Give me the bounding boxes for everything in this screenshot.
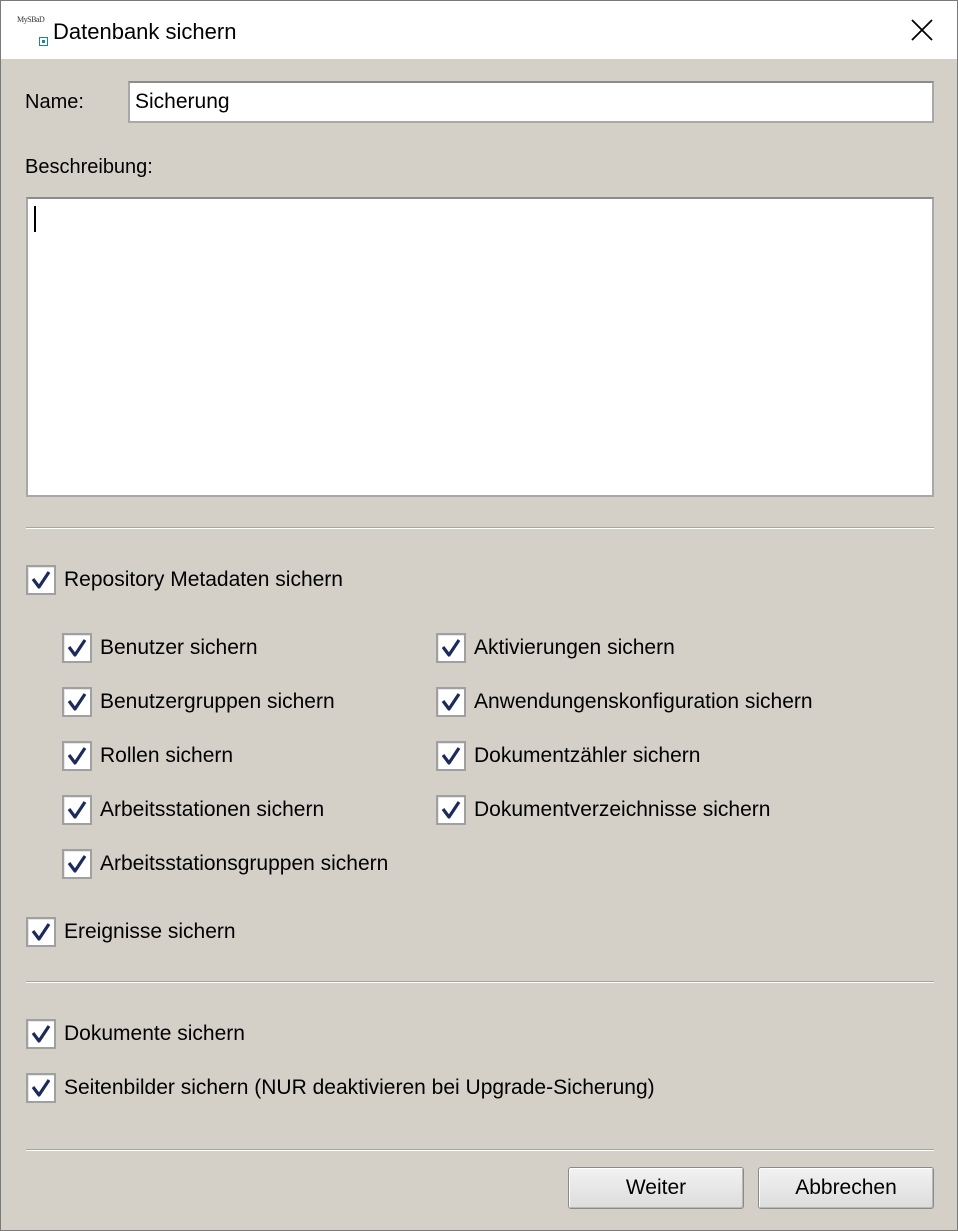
close-icon <box>911 19 933 41</box>
checkbox-box[interactable] <box>26 917 56 947</box>
description-label: Beschreibung: <box>25 156 153 178</box>
checkbox-workstation-groups[interactable] <box>62 849 388 879</box>
checkmark-icon <box>67 854 87 874</box>
checkbox-user-groups[interactable] <box>62 687 335 717</box>
checkbox-roles[interactable] <box>62 741 233 771</box>
text-caret <box>34 206 36 232</box>
checkmark-icon <box>31 922 51 942</box>
separator-top <box>26 527 934 529</box>
checkmark-icon <box>67 638 87 658</box>
checkmark-icon <box>31 1024 51 1044</box>
description-textarea[interactable] <box>26 197 934 497</box>
checkmark-icon <box>67 800 87 820</box>
checkmark-icon <box>441 800 461 820</box>
checkbox-label: Arbeitsstationen sichern <box>100 798 325 821</box>
checkbox-box[interactable] <box>436 687 466 717</box>
checkbox-label: Arbeitsstationsgruppen sichern <box>100 852 389 875</box>
checkbox-box[interactable] <box>436 633 466 663</box>
checkbox-box[interactable] <box>62 687 92 717</box>
checkbox-repository-metadata[interactable] <box>26 565 343 595</box>
checkbox-activations[interactable] <box>436 633 675 663</box>
checkbox-document-counters[interactable] <box>436 741 700 771</box>
app-logo-mark <box>39 37 48 46</box>
cancel-button[interactable]: Abbrechen <box>758 1167 934 1209</box>
next-button[interactable]: Weiter <box>568 1167 744 1209</box>
checkmark-icon <box>67 746 87 766</box>
checkbox-documents[interactable] <box>26 1019 245 1049</box>
checkbox-box[interactable] <box>26 1073 56 1103</box>
name-label: Name: <box>25 91 84 113</box>
checkbox-users[interactable] <box>62 633 258 663</box>
checkbox-app-configuration[interactable] <box>436 687 813 717</box>
checkbox-box[interactable] <box>62 633 92 663</box>
checkmark-icon <box>67 692 87 712</box>
checkmark-icon <box>441 692 461 712</box>
checkbox-label: Dokumentzähler sichern <box>474 744 701 767</box>
checkbox-events[interactable] <box>26 917 236 947</box>
checkbox-label: Aktivierungen sichern <box>474 636 675 659</box>
app-logo-icon <box>17 15 49 47</box>
checkbox-label: Benutzer sichern <box>100 636 258 659</box>
title-bar <box>1 1 957 59</box>
checkbox-workstations[interactable] <box>62 795 324 825</box>
checkmark-icon <box>441 746 461 766</box>
name-input[interactable] <box>128 81 934 123</box>
checkmark-icon <box>441 638 461 658</box>
checkbox-label: Anwendungenskonfiguration sichern <box>474 690 813 713</box>
app-logo-text: MySBaD <box>17 15 45 24</box>
close-button[interactable] <box>887 1 957 59</box>
checkbox-box[interactable] <box>62 849 92 879</box>
checkbox-box[interactable] <box>26 565 56 595</box>
checkbox-box[interactable] <box>62 795 92 825</box>
window-title: Datenbank sichern <box>53 19 237 44</box>
checkbox-label: Ereignisse sichern <box>64 920 236 943</box>
checkmark-icon <box>31 1078 51 1098</box>
separator-middle <box>26 981 934 983</box>
checkbox-label: Dokumente sichern <box>64 1022 245 1045</box>
checkbox-box[interactable] <box>62 741 92 771</box>
separator-bottom <box>26 1149 934 1151</box>
checkbox-document-directories[interactable] <box>436 795 770 825</box>
checkbox-label: Benutzergruppen sichern <box>100 690 335 713</box>
checkbox-box[interactable] <box>26 1019 56 1049</box>
checkbox-label: Repository Metadaten sichern <box>64 568 343 591</box>
checkbox-label: Seitenbilder sichern (NUR deaktivieren bei Upgrade-Sicherung) <box>64 1076 655 1099</box>
checkbox-label: Dokumentverzeichnisse sichern <box>474 798 771 821</box>
checkbox-box[interactable] <box>436 795 466 825</box>
checkbox-box[interactable] <box>436 741 466 771</box>
checkbox-label: Rollen sichern <box>100 744 234 767</box>
checkbox-page-images[interactable] <box>26 1073 655 1103</box>
checkmark-icon <box>31 570 51 590</box>
